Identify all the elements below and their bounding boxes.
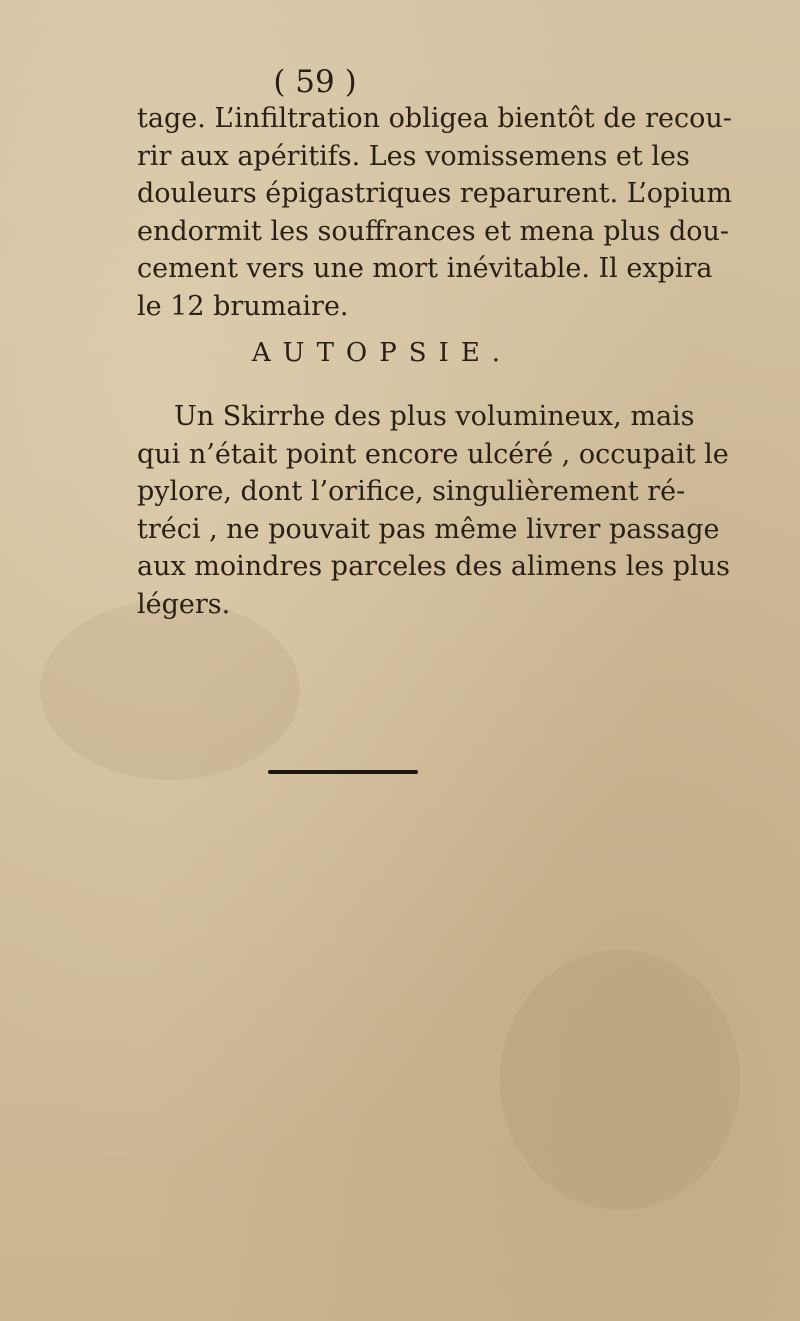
text-line: Un Skirrhe des plus volumineux, mais — [174, 401, 695, 432]
text-line: endormit les souffrances et mena plus dou- — [137, 215, 730, 247]
page-number: ( 59 ) — [273, 64, 357, 100]
paragraph-1 — [137, 100, 732, 325]
paper-stain — [500, 950, 740, 1210]
text-line: qui n’était point encore ulcéré , occupait le — [137, 438, 729, 470]
text-line: aux moindres parceles des alimens les plus — [137, 551, 730, 582]
text-line: légers. — [137, 588, 231, 620]
text-line: le 12 brumaire. — [137, 290, 349, 322]
text-line: pylore, dont l’orifice, singulièrement ré- — [137, 476, 686, 507]
text-line: tréci , ne pouvait pas même livrer passage — [137, 513, 720, 545]
text-line: douleurs épigastriques reparurent. L’opium — [137, 178, 732, 209]
text-line: cement vers une mort inévitable. Il expira — [137, 253, 713, 284]
section-end-rule — [268, 770, 418, 774]
text-line: tage. L’infiltration obligea bientôt de recou- — [137, 103, 732, 134]
section-heading: AUTOPSIE. — [251, 338, 513, 368]
paragraph-2 — [137, 398, 730, 623]
paper-stain — [40, 600, 300, 780]
text-line: rir aux apéritifs. Les vomissemens et les — [137, 140, 690, 172]
